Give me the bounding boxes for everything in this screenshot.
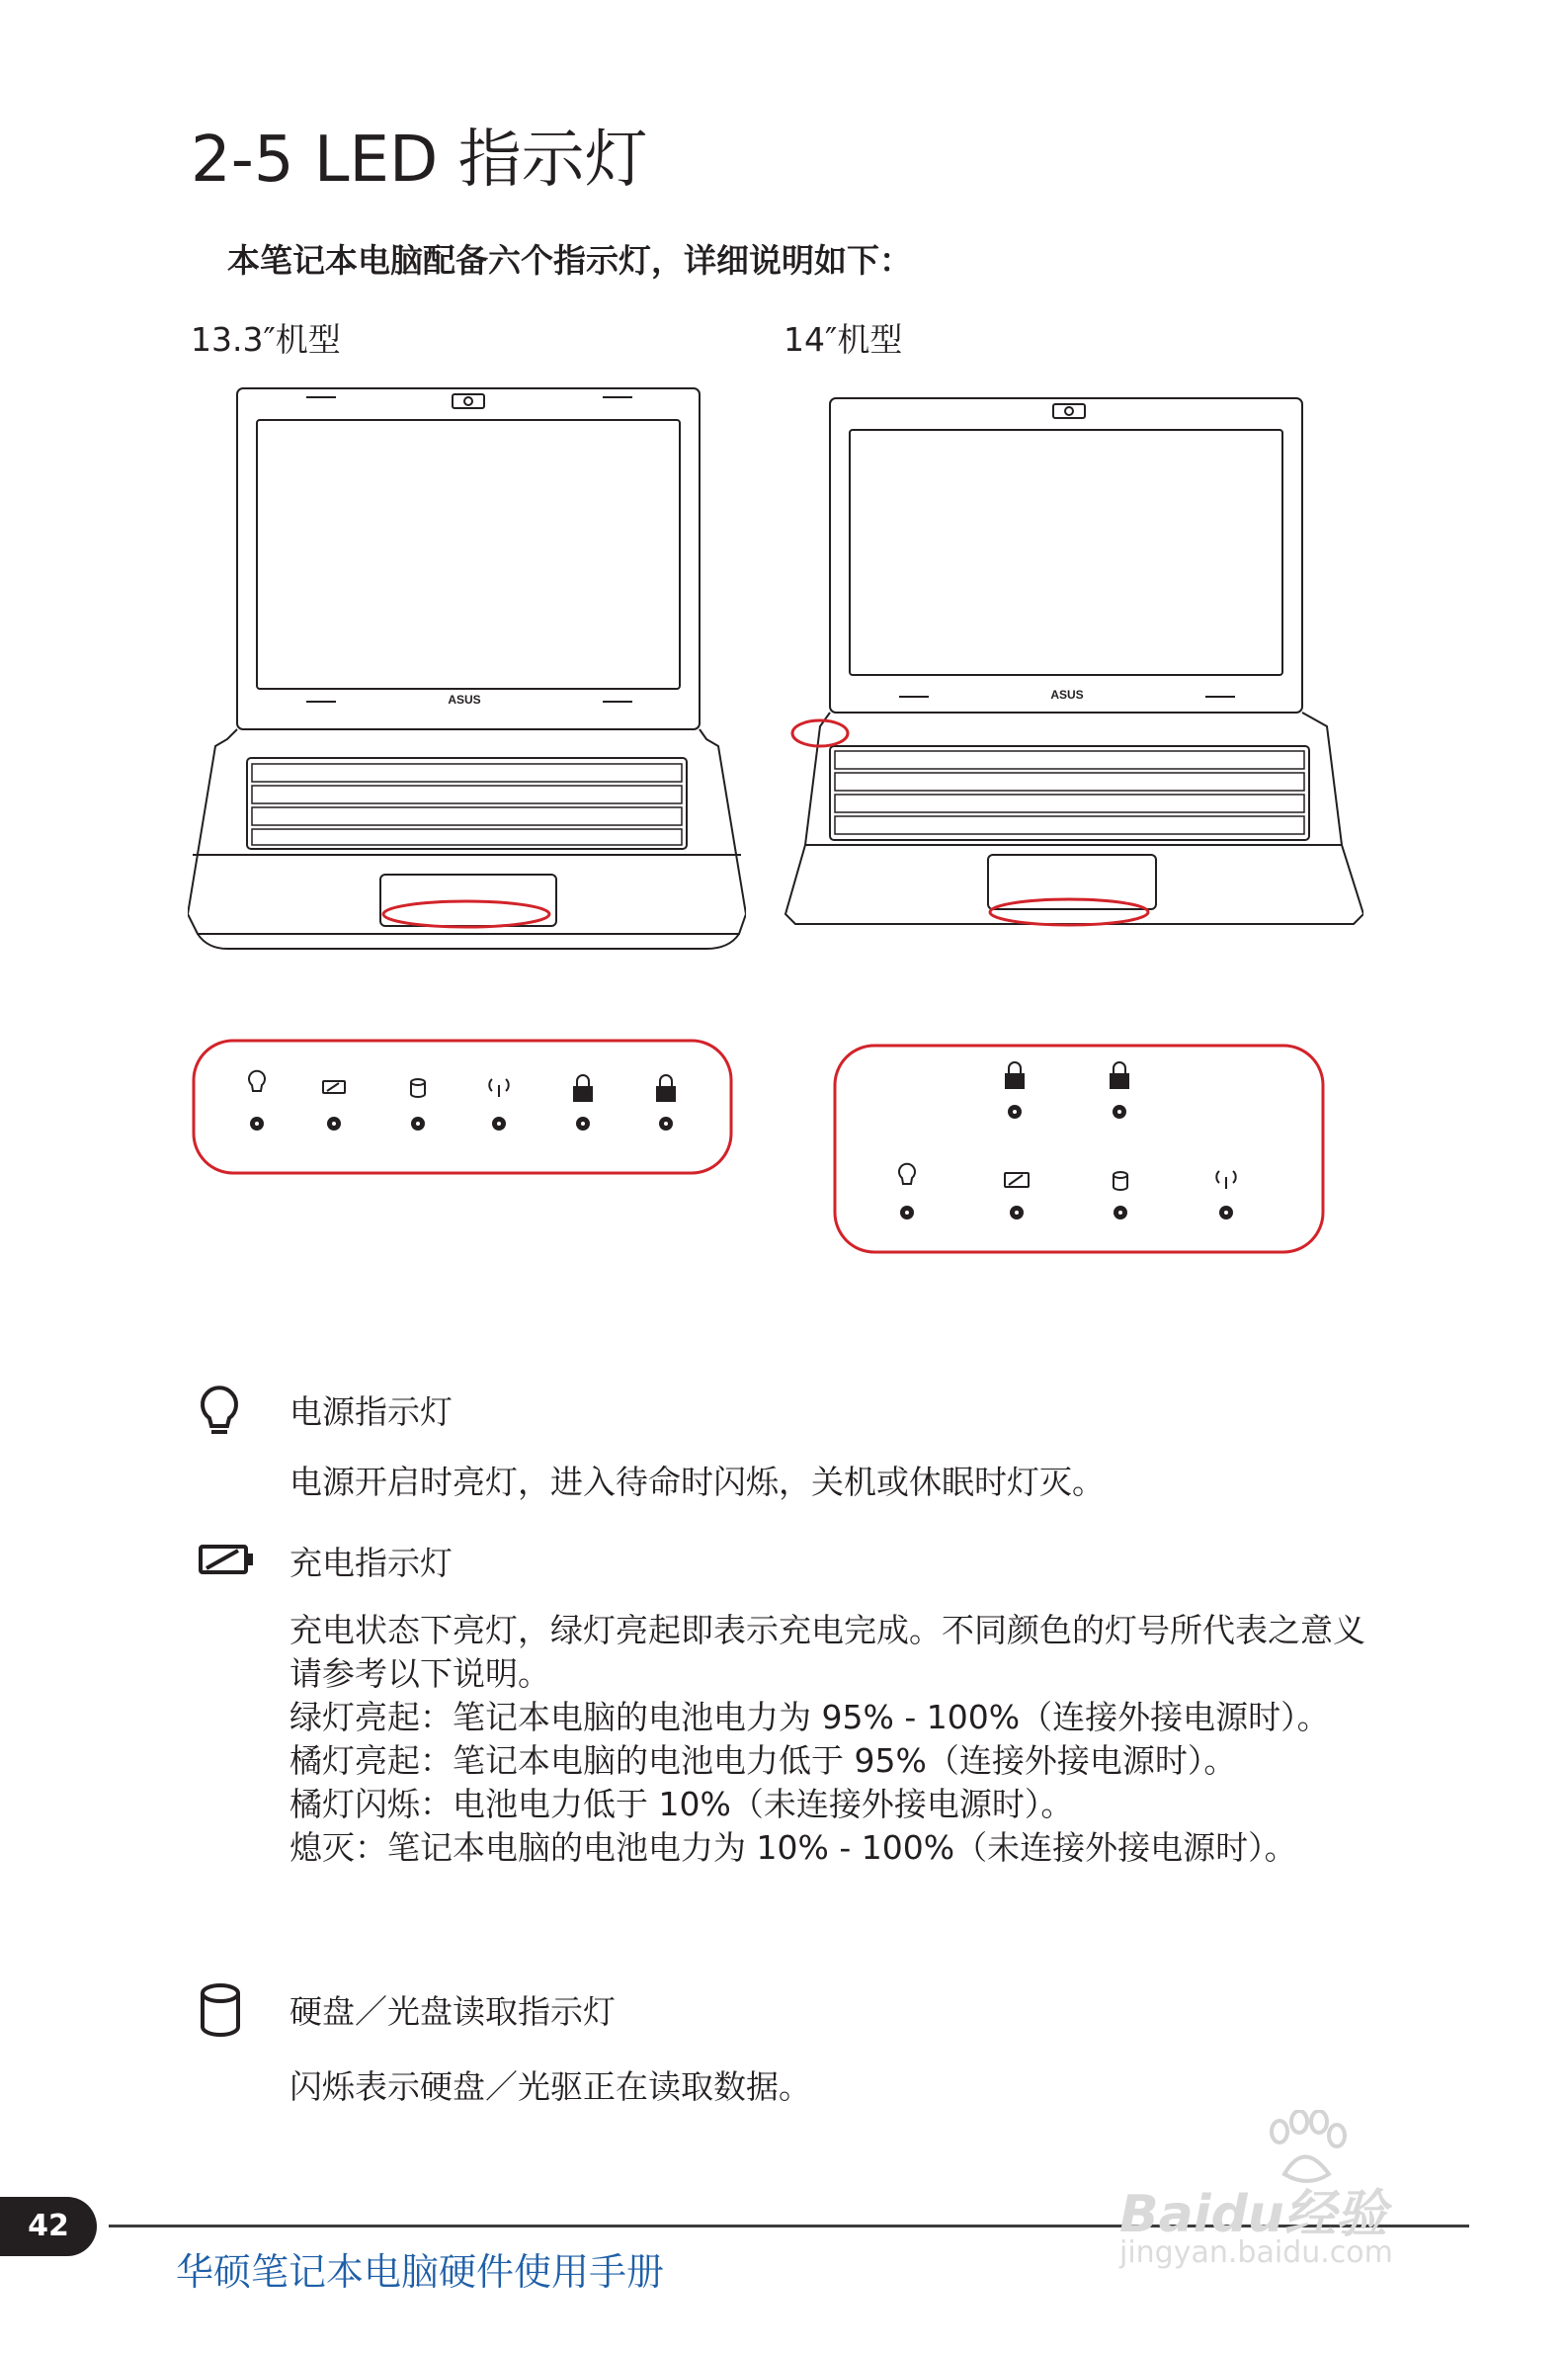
page-title: 2-5 LED 指示灯 [191,124,648,197]
laptop-13-3-illustration [188,380,746,964]
watermark-brand: Baidu经验 [1119,2185,1387,2244]
charge-state-label: 橘灯亮起： [289,1741,453,1780]
laptop-13-3-brand: ASUS [448,693,481,707]
disk-indicator-title: 硬盘／光盘读取指示灯 [289,1992,616,2031]
power-icon [196,1379,243,1440]
charge-indicator-desc: 充电状态下亮灯，绿灯亮起即表示充电完成。不同颜色的灯号所代表之意义请参考以下说明。 [289,1611,1365,1693]
laptop-14-brand: ASUS [1050,688,1084,702]
model-14-label: 14″机型 [784,320,903,359]
charge-state-text: 笔记本电脑的电池电力为 10% - 100%（未连接外接电源时）。 [387,1828,1297,1867]
charge-state-text: 电池电力低于 10%（未连接外接电源时）。 [453,1785,1074,1823]
watermark-url: jingyan.baidu.com [1119,2235,1393,2270]
power-indicator-desc: 电源开启时亮灯，进入待命时闪烁，关机或休眠时灯灭。 [289,1463,1105,1501]
model-13-3-label: 13.3″机型 [191,320,341,359]
disk-icon [198,1981,243,2041]
battery-charge-icon [198,1542,257,1577]
charge-state-orange-blink [289,1783,1366,1826]
intro-text: 本笔记本电脑配备六个指示灯，详细说明如下： [227,241,912,280]
charge-state-green [289,1696,1366,1739]
power-indicator-title: 电源指示灯 [289,1392,453,1431]
laptop-14-illustration [781,390,1363,944]
manual-title: 华硕笔记本电脑硬件使用手册 [176,2250,665,2294]
charge-indicator-title: 充电指示灯 [289,1544,453,1582]
led-panel-14 [832,1043,1326,1255]
disk-indicator-desc: 闪烁表示硬盘／光驱正在读取数据。 [289,2067,811,2106]
led-panel-13-3 [191,1038,734,1176]
charge-state-label: 橘灯闪烁： [289,1785,453,1823]
charge-state-text: 笔记本电脑的电池电力低于 95%（连接外接电源时）。 [453,1741,1237,1780]
charge-state-off [289,1826,1366,1870]
charge-state-label: 熄灭： [289,1828,387,1867]
charge-state-orange-on [289,1739,1366,1783]
charge-state-text: 笔记本电脑的电池电力为 95% - 100%（连接外接电源时）。 [453,1698,1330,1736]
page-number: 42 [0,2197,97,2256]
charge-state-label: 绿灯亮起： [289,1698,453,1736]
charge-indicator-body [289,1609,1366,1870]
